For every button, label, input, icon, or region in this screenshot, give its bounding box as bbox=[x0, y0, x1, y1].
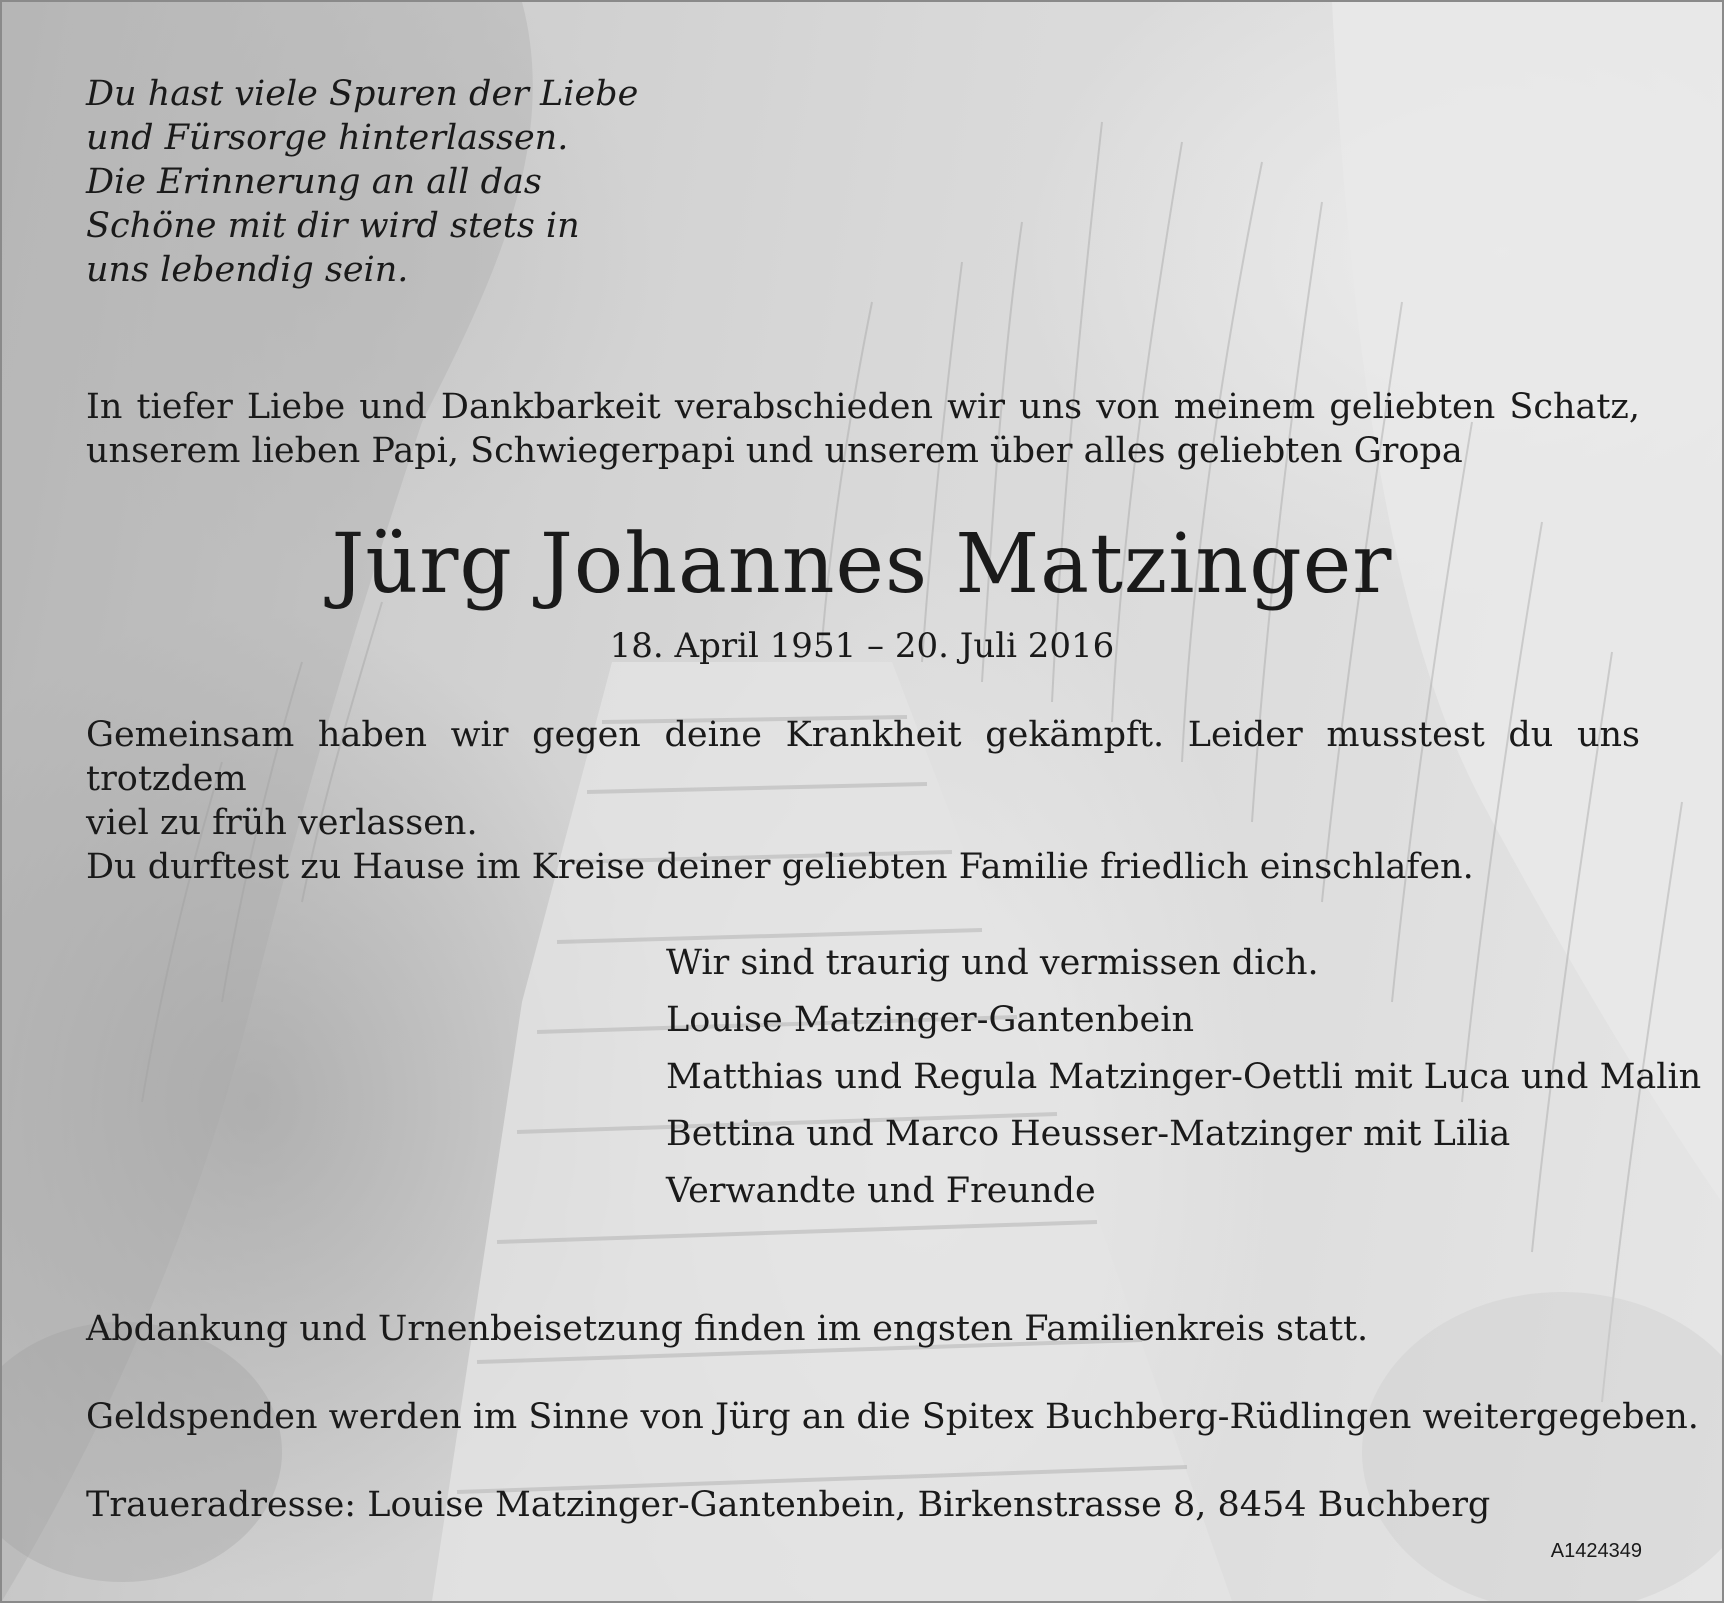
deceased-name: Jürg Johannes Matzinger bbox=[331, 517, 1393, 612]
mourning-address: Traueradresse: Louise Matzinger-Gantenbein, Birkenstrasse 8, 8454 Buchberg bbox=[86, 1485, 1491, 1525]
poem-line: und Fürsorge hinterlassen. bbox=[86, 118, 569, 158]
poem-line: Die Erinnerung an all das bbox=[86, 162, 542, 202]
message-line: Du durftest zu Hause im Kreise deiner geliebten Familie friedlich einschlafen. bbox=[86, 847, 1474, 887]
mourner-line: Matthias und Regula Matzinger-Oettli mit Luca und Malin bbox=[666, 1057, 1702, 1097]
intro-line: unserem lieben Papi, Schwiegerpapi und unserem über alles geliebten Gropa bbox=[86, 431, 1463, 471]
mourner-line: Bettina und Marco Heusser-Matzinger mit Lilia bbox=[666, 1114, 1511, 1154]
intro-line: In tiefer Liebe und Dankbarkeit verabschieden wir uns von meinem geliebten Schatz, bbox=[86, 387, 1640, 427]
poem-line: uns lebendig sein. bbox=[86, 250, 409, 290]
foliage-patch bbox=[2, 1322, 282, 1582]
ad-reference-id: A1424349 bbox=[1550, 1540, 1642, 1562]
mourner-line: Verwandte und Freunde bbox=[666, 1171, 1096, 1211]
mourner-line: Wir sind traurig und vermissen dich. bbox=[666, 943, 1319, 983]
message-line: Gemeinsam haben wir gegen deine Krankheit gekämpft. Leider musstest du uns trotzdem bbox=[86, 715, 1640, 799]
message-line: viel zu früh verlassen. bbox=[86, 803, 478, 843]
donation-notice: Geldspenden werden im Sinne von Jürg an die Spitex Buchberg-Rüdlingen weitergegeben. bbox=[86, 1397, 1699, 1437]
farewell-intro bbox=[86, 385, 1640, 473]
mourner-line: Louise Matzinger-Gantenbein bbox=[666, 1000, 1195, 1040]
life-dates: 18. April 1951 – 20. Juli 2016 bbox=[609, 626, 1115, 666]
poem-line: Schöne mit dir wird stets in bbox=[86, 206, 580, 246]
memorial-poem bbox=[86, 72, 646, 292]
poem-line: Du hast viele Spuren der Liebe bbox=[86, 74, 639, 114]
funeral-notice: Abdankung und Urnenbeisetzung finden im engsten Familienkreis statt. bbox=[86, 1309, 1369, 1349]
family-message bbox=[86, 713, 1640, 889]
mourners-list bbox=[666, 935, 1701, 1220]
